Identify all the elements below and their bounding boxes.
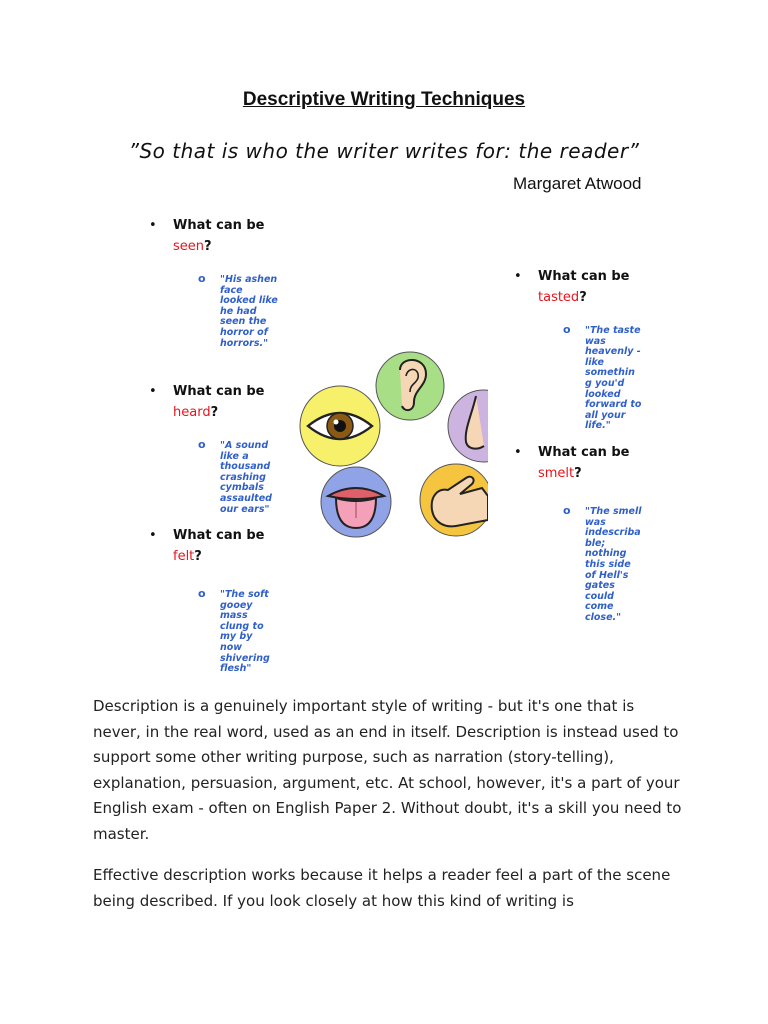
bullet-dot: • [514, 445, 522, 460]
example-text: "The soft gooey mass clung to my by now shivering flesh" [220, 589, 270, 675]
example-text: "The taste was heavenly - like somethin g you'd looked forward to all your life." [585, 325, 642, 432]
bullet-suffix: ? [194, 549, 202, 564]
example-tasted [563, 323, 643, 432]
bullet-seen [149, 215, 283, 257]
bullet-heard [149, 381, 283, 423]
page-title: Descriptive Writing Techniques [242, 89, 526, 110]
quote-author: Margaret Atwood [513, 174, 642, 193]
bullet-dot: • [149, 528, 157, 543]
hand-icon [420, 464, 488, 536]
example-text: "A sound like a thousand crashing cymbals assaulted our ears" [220, 440, 272, 515]
sense-word: smelt [538, 466, 575, 481]
five-senses-illustration [296, 350, 488, 538]
example-seen [198, 272, 280, 349]
sense-word: seen [173, 239, 205, 254]
paragraph: Description is a genuinely important style of writing - but it's one that is never, in the real word, used as an end in itself. Description is instead used to support some other writing purpose, such as narration (story-telling), explanation, persuasion, argument, etc. At school, however, it's a part of your English exam - often on English Paper 2. Without doubt, it's a skill you need to master. [93, 697, 682, 843]
bullet-prefix: What can be [538, 269, 630, 284]
bullet-smelt [514, 442, 648, 484]
bullet-prefix: What can be [538, 445, 630, 460]
bullet-suffix: ? [210, 405, 219, 420]
bullet-suffix: ? [204, 239, 212, 254]
quote: ”So that is who the writer writes for: the reader” [128, 139, 640, 163]
sub-bullet-circle: o [563, 323, 571, 336]
bullet-felt [149, 525, 283, 567]
sense-word: tasted [538, 290, 580, 305]
example-felt [198, 587, 275, 675]
bullet-prefix: What can be [173, 384, 265, 399]
sub-bullet-circle: o [198, 438, 206, 451]
example-smelt [563, 504, 643, 624]
ear-icon [376, 352, 444, 420]
bullet-suffix: ? [574, 466, 582, 481]
bullet-dot: • [514, 269, 522, 284]
bullet-suffix: ? [579, 290, 587, 305]
nose-icon [448, 390, 488, 462]
bullet-prefix: What can be [173, 218, 265, 233]
sub-bullet-circle: o [198, 587, 206, 600]
sub-bullet-circle: o [563, 504, 571, 517]
example-text: "His ashen face looked like he had seen the horror of horrors." [220, 274, 278, 349]
sense-word: heard [173, 405, 211, 420]
bullet-dot: • [149, 384, 157, 399]
eye-icon [300, 386, 380, 466]
paragraph: Effective description works because it helps a reader feel a part of the scene being described. If you look closely at how this kind of writing is [93, 866, 671, 910]
bullet-prefix: What can be [173, 528, 265, 543]
bullet-dot: • [149, 218, 157, 233]
sense-word: felt [173, 549, 195, 564]
bullet-tasted [514, 266, 648, 308]
sub-bullet-circle: o [198, 272, 206, 285]
example-text: "The smell was indescriba ble; nothing this side of Hell's gates could come close." [585, 506, 642, 623]
tongue-icon [321, 467, 391, 537]
example-heard [198, 438, 278, 515]
